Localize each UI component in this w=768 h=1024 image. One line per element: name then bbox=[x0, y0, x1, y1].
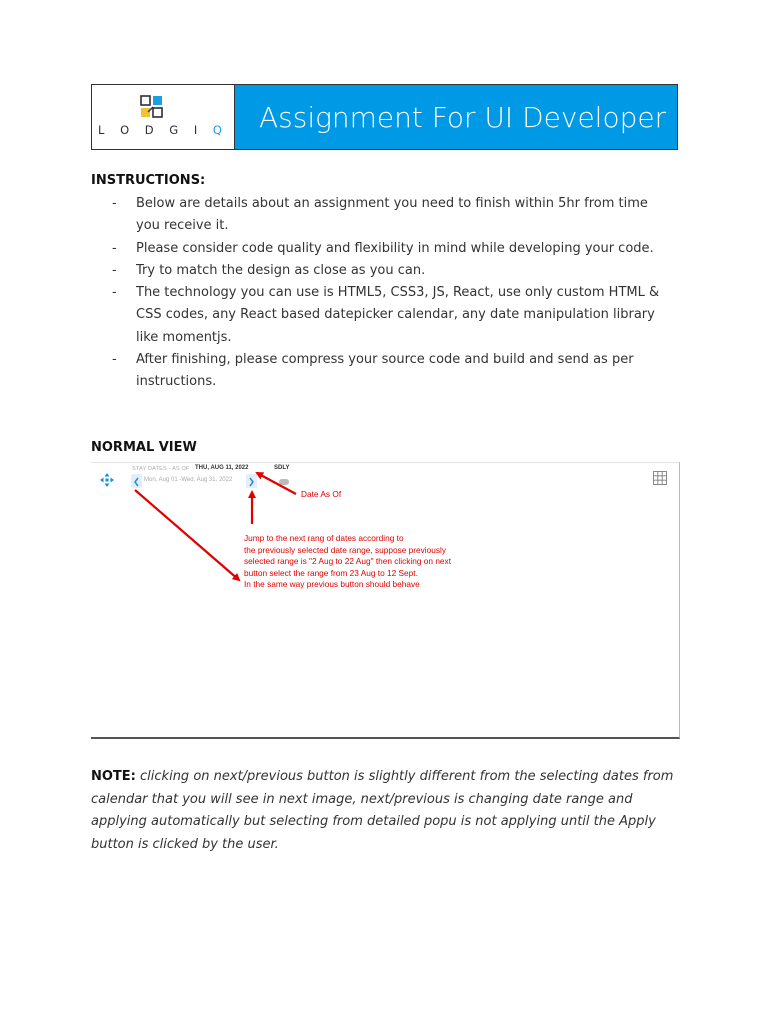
jump-annotation: Jump to the next rang of dates according to the previously selected date range, suppose previously selected range is "2 Aug to 22 Aug" then clicking on next button select the range from 23 Aug to 12 Sept. In the same way previous button should behave bbox=[244, 533, 451, 589]
logo-text: L O D G I Q bbox=[98, 123, 228, 137]
document-header bbox=[91, 84, 678, 150]
instructions-heading: INSTRUCTIONS: bbox=[91, 173, 206, 188]
list-item: - The technology you can use is HTML5, CSS3, JS, React, use only custom HTML & CSS codes, any React based datepicker calendar, any date manipulation library like momentjs. bbox=[112, 285, 660, 345]
list-item: - Try to match the design as close as you can. bbox=[112, 262, 426, 278]
note-paragraph bbox=[91, 766, 681, 856]
sdly-toggle[interactable] bbox=[279, 479, 289, 485]
arrow-date-as-of bbox=[257, 473, 296, 494]
stay-dates-label: STAY DATES - AS OF bbox=[132, 466, 190, 472]
prev-range-button[interactable] bbox=[131, 474, 142, 488]
normal-view-heading: NORMAL VIEW bbox=[91, 440, 197, 455]
chevron-left-icon bbox=[131, 475, 142, 489]
document-title: Assignment For UI Developer bbox=[235, 85, 677, 149]
next-range-button[interactable] bbox=[246, 474, 257, 488]
instructions-list bbox=[112, 193, 672, 394]
lodgiq-logo-icon bbox=[140, 95, 164, 119]
note-label: NOTE: bbox=[91, 769, 136, 784]
chevron-right-icon bbox=[246, 475, 257, 489]
date-range-text[interactable]: Mon, Aug 01 -Wed, Aug 31, 2022 bbox=[144, 477, 233, 483]
move-icon bbox=[99, 472, 115, 488]
arrow-prev-button bbox=[135, 490, 239, 580]
list-item: - After finishing, please compress your source code and build and send as per instructions. bbox=[112, 352, 634, 390]
as-of-date: THU, AUG 11, 2022 bbox=[195, 465, 249, 471]
note-text: clicking on next/previous button is slightly different from the selecting dates from calendar that you will see in next image, next/previous is changing date range and applying automatically but selecting from detailed popu is not applying until the Apply button is clicked by the user. bbox=[91, 769, 674, 852]
grid-icon[interactable] bbox=[652, 470, 668, 486]
list-item: - Below are details about an assignment you need to finish within 5hr from time you receive it. bbox=[112, 196, 648, 234]
date-as-of-annotation: Date As Of bbox=[301, 489, 342, 499]
logo bbox=[92, 85, 235, 149]
sdly-label: SDLY bbox=[274, 465, 290, 471]
annotation-arrows bbox=[91, 462, 680, 739]
list-item: - Please consider code quality and flexibility in mind while developing your code. bbox=[112, 240, 654, 256]
normal-view-screenshot bbox=[91, 462, 680, 739]
